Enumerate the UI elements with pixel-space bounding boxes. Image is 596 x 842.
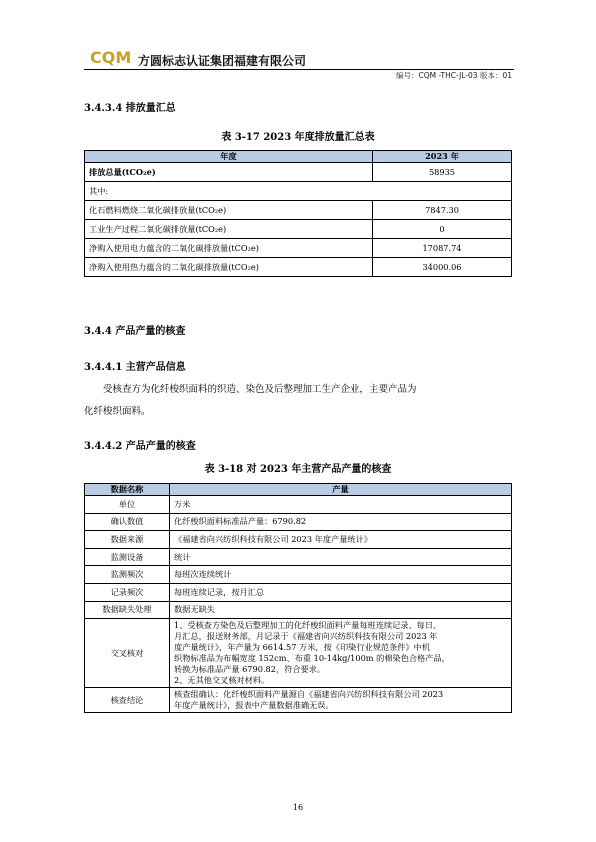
row-value: 每班连续记录，按月汇总 [170,583,512,601]
text-line: 2、无其他交叉核对材料。 [174,675,270,686]
row-value: 17087.74 [373,239,512,258]
col-header-value: 产量 [170,484,512,496]
row-value: 《福建省向兴纺织科技有限公司 2023 年度产量统计》 [170,531,512,549]
table-row [85,201,512,220]
table-row [85,220,512,239]
table-317-caption: 表 3-17 2023 年度排放量汇总表 [221,132,375,143]
col-header-name: 数据名称 [85,484,170,496]
section-heading-344: 3.4.4 产品产量的核查 [84,326,186,337]
table-318-caption: 表 3-18 对 2023 年主营产品产量的核查 [204,464,392,475]
row-label: 交叉核对 [85,619,170,688]
row-value: 7847.30 [373,201,512,220]
row-value: 化纤梭织面料标准品产量：6790.82 [170,513,512,531]
row-value: 34000.06 [373,258,512,277]
document-number: 编号：CQM -THC-JL-03 版本：01 [395,71,512,80]
row-value: 58935 [373,163,512,182]
row-label: 净购入使用热力蕴含的二氧化碳排放量(tCO₂e) [85,258,373,277]
table-row [85,548,512,566]
table-row-cross-check [85,619,512,688]
cross-check-text [170,619,512,688]
row-label: 其中: [85,182,512,201]
row-label: 排放总量(tCO₂e) [85,163,373,182]
table-row [85,531,512,549]
text-line: 1、受核查方染色及后整理加工的化纤梭织面料产量每班连续记录、每日、 [174,620,442,631]
row-value: 统计 [170,548,512,566]
text-line: 年度产量统计》，报表中产量数据准确无误。 [174,700,334,711]
row-value: 万米 [170,496,512,514]
row-label: 数据来源 [85,531,170,549]
emission-summary-table [84,150,512,277]
text-line: 织物标准品为布幅宽度 152cm、布重 10-14kg/100m 的棉染色合格产品， [174,653,450,664]
conclusion-text [170,688,512,713]
table-row-conclusion [85,688,512,713]
col-header-year: 年度 [85,151,373,163]
table-row [85,513,512,531]
row-value: 0 [373,220,512,239]
company-logo: CQM [90,48,132,67]
row-label: 监测设备 [85,548,170,566]
text-line: 核查组确认：化纤梭织面料产量源自《福建省向兴纺织科技有限公司 2023 [174,689,444,700]
row-label: 记录频次 [85,583,170,601]
row-label: 监测频次 [85,566,170,584]
table-header-row [85,484,512,496]
section-heading-3442: 3.4.4.2 产品产量的核查 [84,441,196,452]
row-label: 工业生产过程二氧化碳排放量(tCO₂e) [85,220,373,239]
row-label: 化石燃料燃烧二氧化碳排放量(tCO₂e) [85,201,373,220]
row-label: 确认数值 [85,513,170,531]
table-header-row [85,151,512,163]
row-value: 每班次连续统计 [170,566,512,584]
row-label: 核查结论 [85,688,170,713]
production-verification-table [84,483,512,713]
row-label: 单位 [85,496,170,514]
table-row [85,182,512,201]
section-heading-3434: 3.4.3.4 排放量汇总 [84,103,176,114]
page-number: 16 [292,803,304,812]
text-line: 转换为标准品产量 6790.82，符合要求。 [174,664,326,675]
table-row [85,239,512,258]
table-row [85,496,512,514]
section-heading-3441: 3.4.4.1 主营产品信息 [84,362,186,373]
table-row [85,566,512,584]
company-name: 方圆标志认证集团福建有限公司 [138,54,307,68]
table-row [85,258,512,277]
text-line: 月汇总，报送财务部，月记录于《福建省向兴纺织科技有限公司 2023 年 [174,631,438,642]
table-row [85,583,512,601]
text-line: 度产量统计》，年产量为 6614.57 万米，按《印染行业规范条件》中机 [174,642,431,653]
row-value: 数据无缺失 [170,601,512,619]
product-info-paragraph [84,379,514,423]
table-row [85,601,512,619]
row-label: 净购入使用电力蕴含的二氧化碳排放量(tCO₂e) [85,239,373,258]
paragraph-line: 化纤梭织面料。 [84,406,151,417]
row-label: 数据缺失处理 [85,601,170,619]
col-header-2023: 2023 年 [373,151,512,163]
paragraph-line: 受核查方为化纤梭织面料的织造、染色及后整理加工生产企业，主要产品为 [103,384,417,395]
table-row [85,163,512,182]
